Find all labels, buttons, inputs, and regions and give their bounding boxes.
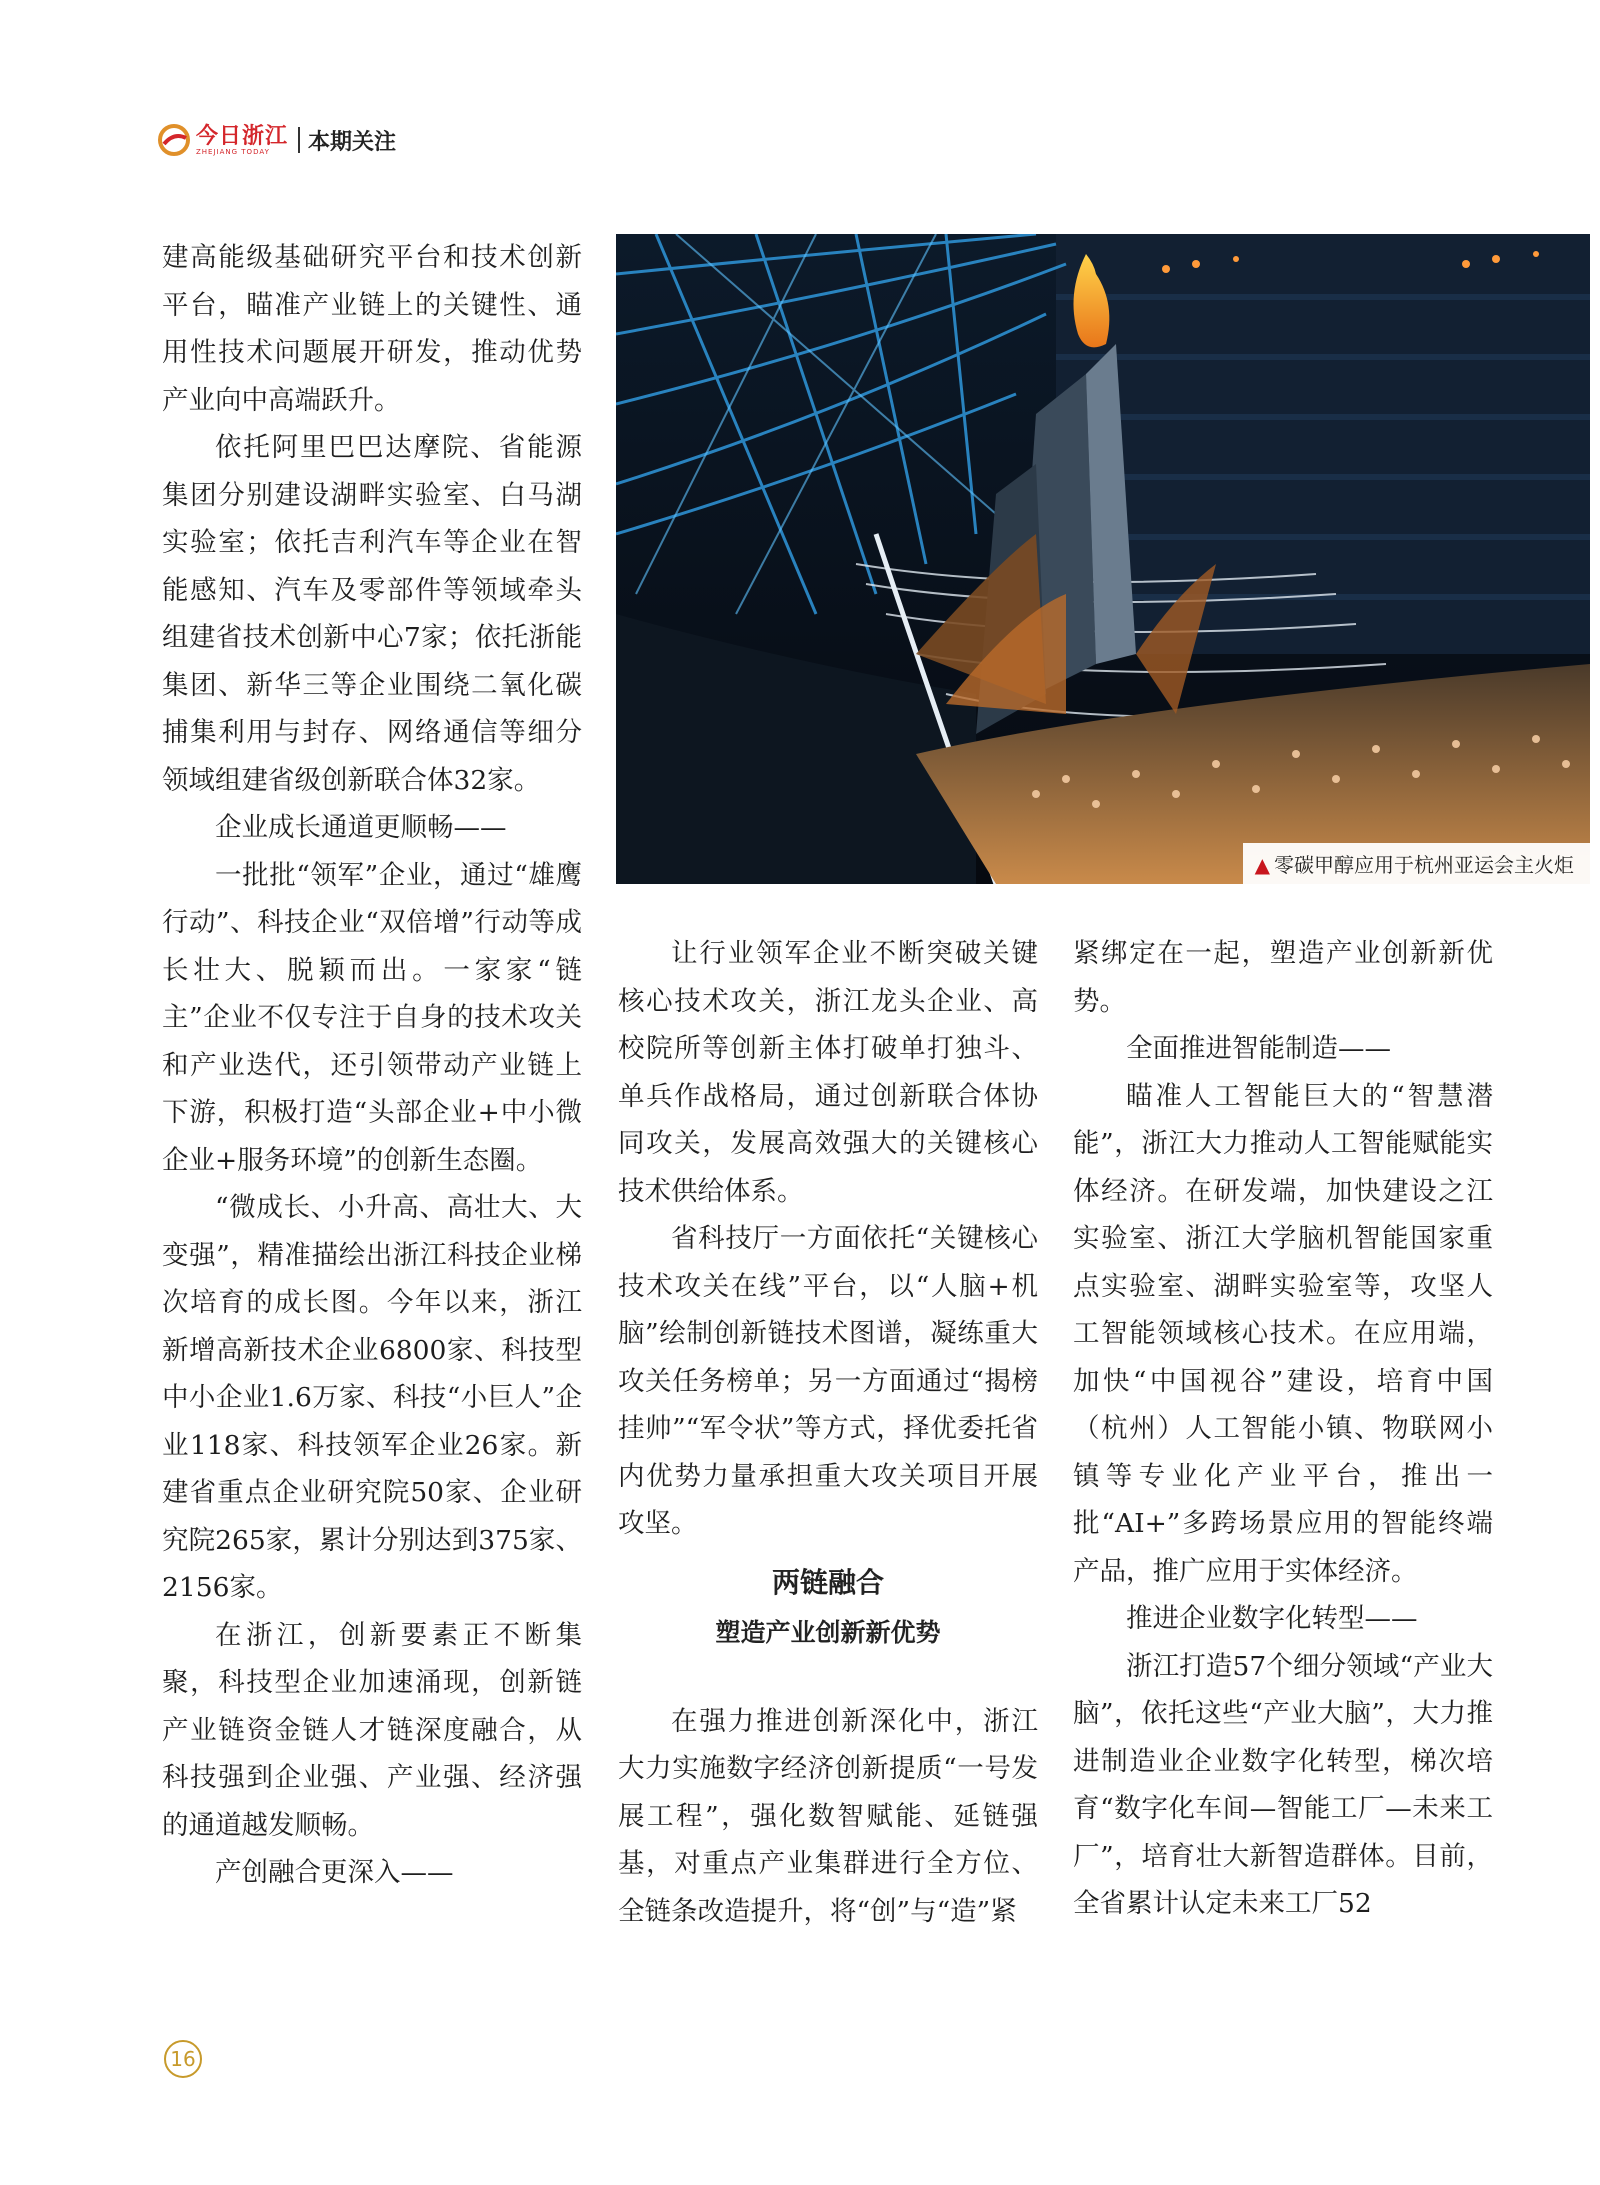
- paragraph: 推进企业数字化转型——: [1126, 1603, 1418, 1634]
- paragraph: 在浙江，创新要素正不断集聚，科技型企业加速涌现，创新链产业链资金链人才链深度融合，从科技强到企业强、产业强、经济强的通道越发顺畅。: [162, 1619, 582, 1841]
- section-heading: [618, 1558, 1038, 1658]
- paragraph: 企业成长通道更顺畅——: [215, 812, 507, 843]
- page-number: 16: [164, 2040, 202, 2078]
- section-subtitle: 塑造产业创新新优势: [715, 1617, 941, 1647]
- logo: [196, 122, 289, 156]
- paragraph: 浙江打造57个细分领域“产业大脑”，依托这些“产业大脑”，大力推进制造业企业数字化转型，梯次培育“数字化车间—智能工厂—未来工厂”，培育壮大新智造群体。目前，全省累计认定未来工厂52: [1073, 1650, 1493, 1919]
- paragraph: 建高能级基础研究平台和技术创新平台，瞄准产业链上的关键性、通用性技术问题展开研发，推动优势产业向中高端跃升。: [162, 242, 582, 416]
- paragraph: “微成长、小升高、高壮大、大变强”，精准描绘出浙江科技企业梯次培育的成长图。今年以来，浙江新增高新技术企业6800家、科技型中小企业1.6万家、科技“小巨人”企业118家、科技领军企业26家。新建省重点企业研究院50家、企业研究院265家，累计分别达到375家、2156家。: [162, 1192, 582, 1603]
- stadium-illustration: [616, 234, 1590, 884]
- logo-en: ZHEJIANG TODAY: [196, 147, 270, 156]
- caption-triangle-icon: ▲: [1254, 853, 1270, 877]
- paragraph: 紧绑定在一起，塑造产业创新新优势。: [1073, 938, 1493, 1017]
- paragraph: 一批批“领军”企业，通过“雄鹰行动”、科技企业“双倍增”行动等成长壮大、脱颖而出。一家家“链主”企业不仅专注于自身的技术攻关和产业迭代，还引领带动产业链上下游，积极打造“头部企业+中小微企业+服务环境”的创新生态圈。: [162, 859, 582, 1176]
- section-title: 两链融合: [771, 1565, 884, 1599]
- paragraph: 产创融合更深入——: [215, 1857, 454, 1888]
- header-divider: [298, 127, 300, 153]
- caption-text: 零碳甲醇应用于杭州亚运会主火炬: [1274, 853, 1574, 877]
- paragraph: 瞄准人工智能巨大的“智慧潜能”，浙江大力推动人工智能赋能实体经济。在研发端，加快建设之江实验室、浙江大学脑机智能国家重点实验室、湖畔实验室等，攻坚人工智能领域核心技术。在应用端，加快“中国视谷”建设，培育中国（杭州）人工智能小镇、物联网小镇等专业化产业平台，推出一批“AI+”多跨场景应用的智能终端产品，推广应用于实体经济。: [1073, 1080, 1493, 1587]
- column-left: [162, 234, 582, 1897]
- paragraph: 省科技厅一方面依托“关键核心技术攻关在线”平台，以“人脑+机脑”绘制创新链技术图谱，凝练重大攻关任务榜单；另一方面通过“揭榜挂帅”“军令状”等方式，择优委托省内优势力量承担重大攻关项目开展攻坚。: [618, 1223, 1038, 1539]
- logo-cn: 今日浙江: [196, 122, 289, 149]
- torch-photo: [616, 234, 1590, 884]
- paragraph: 全面推进智能制造——: [1126, 1033, 1391, 1064]
- column-right: [1073, 930, 1493, 1928]
- paragraph: 让行业领军企业不断突破关键核心技术攻关，浙江龙头企业、高校院所等创新主体打破单打独斗、单兵作战格局，通过创新联合体协同攻关，发展高效强大的关键核心技术供给体系。: [618, 938, 1038, 1207]
- paragraph: 在强力推进创新深化中，浙江大力实施数字经济创新提质“一号发展工程”，强化数智赋能、延链强基，对重点产业集群进行全方位、全链条改造提升，将“创”与“造”紧: [618, 1705, 1038, 1927]
- paragraph: 依托阿里巴巴达摩院、省能源集团分别建设湖畔实验室、白马湖实验室；依托吉利汽车等企业在智能感知、汽车及零部件等领域牵头组建省技术创新中心7家；依托浙能集团、新华三等企业围绕二氧化碳捕集利用与封存、网络通信等细分领域组建省级创新联合体32家。: [162, 432, 582, 796]
- section-name: 本期关注: [308, 129, 397, 155]
- photo-caption: [1243, 843, 1590, 884]
- column-middle: [618, 930, 1038, 1935]
- magazine-header: [158, 118, 396, 162]
- logo-icon: [158, 124, 190, 156]
